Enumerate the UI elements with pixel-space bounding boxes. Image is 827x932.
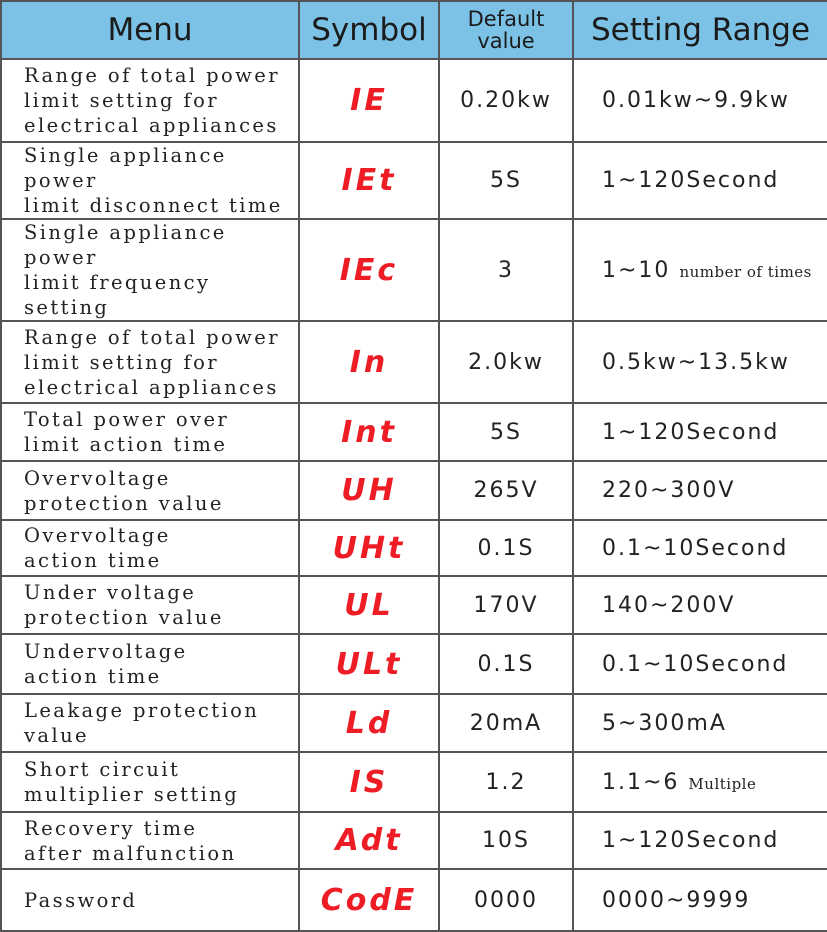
range-value: 1~120Second bbox=[602, 419, 780, 445]
default-value-cell: 0000 bbox=[439, 869, 573, 931]
symbol-cell: UHt bbox=[299, 520, 439, 576]
table-row bbox=[1, 812, 827, 869]
range-value: 140~200V bbox=[602, 592, 736, 618]
range-value: 1~120Second bbox=[602, 168, 780, 193]
menu-cell: Overvoltage action time bbox=[1, 520, 299, 576]
table-row bbox=[1, 219, 827, 321]
default-value-cell: 1.2 bbox=[439, 752, 573, 812]
menu-cell: Overvoltage protection value bbox=[1, 461, 299, 520]
menu-header: Menu bbox=[1, 1, 299, 59]
setting-range-cell bbox=[573, 869, 827, 931]
setting-range-cell bbox=[573, 403, 827, 461]
default-value-cell: 5S bbox=[439, 403, 573, 461]
default-value-cell: 5S bbox=[439, 142, 573, 219]
default-value-cell: 2.0kw bbox=[439, 321, 573, 403]
setting-range-header: Setting Range bbox=[573, 1, 827, 59]
symbol-cell: IS bbox=[299, 752, 439, 812]
setting-range-cell bbox=[573, 812, 827, 869]
setting-range-cell bbox=[573, 752, 827, 812]
range-value: 0000~9999 bbox=[602, 887, 751, 913]
menu-cell: Single appliance power limit frequency setting bbox=[1, 219, 299, 321]
range-value: 1.1~6 bbox=[602, 769, 680, 795]
symbol-cell: IEc bbox=[299, 219, 439, 321]
symbol-cell: CodE bbox=[299, 869, 439, 931]
default-value-cell: 0.20kw bbox=[439, 59, 573, 142]
setting-range-cell bbox=[573, 576, 827, 634]
default-value-cell: 170V bbox=[439, 576, 573, 634]
range-value: 5~300mA bbox=[602, 710, 727, 736]
menu-cell: Range of total power limit setting for electrical appliances bbox=[1, 59, 299, 142]
menu-cell: Range of total power limit setting for electrical appliances bbox=[1, 321, 299, 403]
setting-range-cell bbox=[573, 634, 827, 694]
menu-cell: Password bbox=[1, 869, 299, 931]
table-row bbox=[1, 576, 827, 634]
range-value: 0.5kw~13.5kw bbox=[602, 349, 790, 375]
range-unit: number of times bbox=[679, 262, 812, 281]
symbol-header: Symbol bbox=[299, 1, 439, 59]
default-value-cell: 20mA bbox=[439, 694, 573, 752]
table-row bbox=[1, 634, 827, 694]
default-value-cell: 3 bbox=[439, 219, 573, 321]
menu-cell: Undervoltage action time bbox=[1, 634, 299, 694]
symbol-cell: UH bbox=[299, 461, 439, 520]
default-header-line2: value bbox=[477, 29, 535, 53]
table-row bbox=[1, 403, 827, 461]
symbol-cell: IEt bbox=[299, 142, 439, 219]
setting-range-cell bbox=[573, 219, 827, 321]
table-row bbox=[1, 520, 827, 576]
menu-cell: Recovery time after malfunction bbox=[1, 812, 299, 869]
range-value: 0.1~10Second bbox=[602, 535, 789, 561]
symbol-cell: UL bbox=[299, 576, 439, 634]
range-value: 0.1~10Second bbox=[602, 651, 789, 677]
default-value-header bbox=[439, 1, 573, 59]
setting-range-cell bbox=[573, 520, 827, 576]
range-value: 0.01kw~9.9kw bbox=[602, 88, 790, 113]
default-value-cell: 0.1S bbox=[439, 520, 573, 576]
symbol-cell: IE bbox=[299, 59, 439, 142]
menu-cell: Single appliance power limit disconnect time bbox=[1, 142, 299, 219]
setting-range-cell bbox=[573, 321, 827, 403]
table-row bbox=[1, 461, 827, 520]
symbol-cell: In bbox=[299, 321, 439, 403]
table-row bbox=[1, 869, 827, 931]
header-row bbox=[1, 1, 827, 59]
setting-range-cell bbox=[573, 694, 827, 752]
default-value-cell: 10S bbox=[439, 812, 573, 869]
range-value: 1~120Second bbox=[602, 828, 780, 853]
setting-range-cell bbox=[573, 142, 827, 219]
range-value: 220~300V bbox=[602, 478, 736, 503]
table-row bbox=[1, 142, 827, 219]
symbol-cell: Ld bbox=[299, 694, 439, 752]
range-unit: Multiple bbox=[688, 774, 757, 793]
default-header-line1: Default bbox=[467, 7, 545, 31]
menu-cell: Short circuit multiplier setting bbox=[1, 752, 299, 812]
table-row bbox=[1, 59, 827, 142]
table-row bbox=[1, 694, 827, 752]
symbol-cell: Int bbox=[299, 403, 439, 461]
setting-range-cell bbox=[573, 59, 827, 142]
symbol-cell: Adt bbox=[299, 812, 439, 869]
setting-range-cell bbox=[573, 461, 827, 520]
menu-cell: Total power over limit action time bbox=[1, 403, 299, 461]
table-row bbox=[1, 321, 827, 403]
range-value: 1~10 bbox=[602, 257, 671, 283]
default-value-cell: 265V bbox=[439, 461, 573, 520]
default-value-cell: 0.1S bbox=[439, 634, 573, 694]
menu-cell: Leakage protection value bbox=[1, 694, 299, 752]
menu-cell: Under voltage protection value bbox=[1, 576, 299, 634]
symbol-cell: ULt bbox=[299, 634, 439, 694]
table-row bbox=[1, 752, 827, 812]
